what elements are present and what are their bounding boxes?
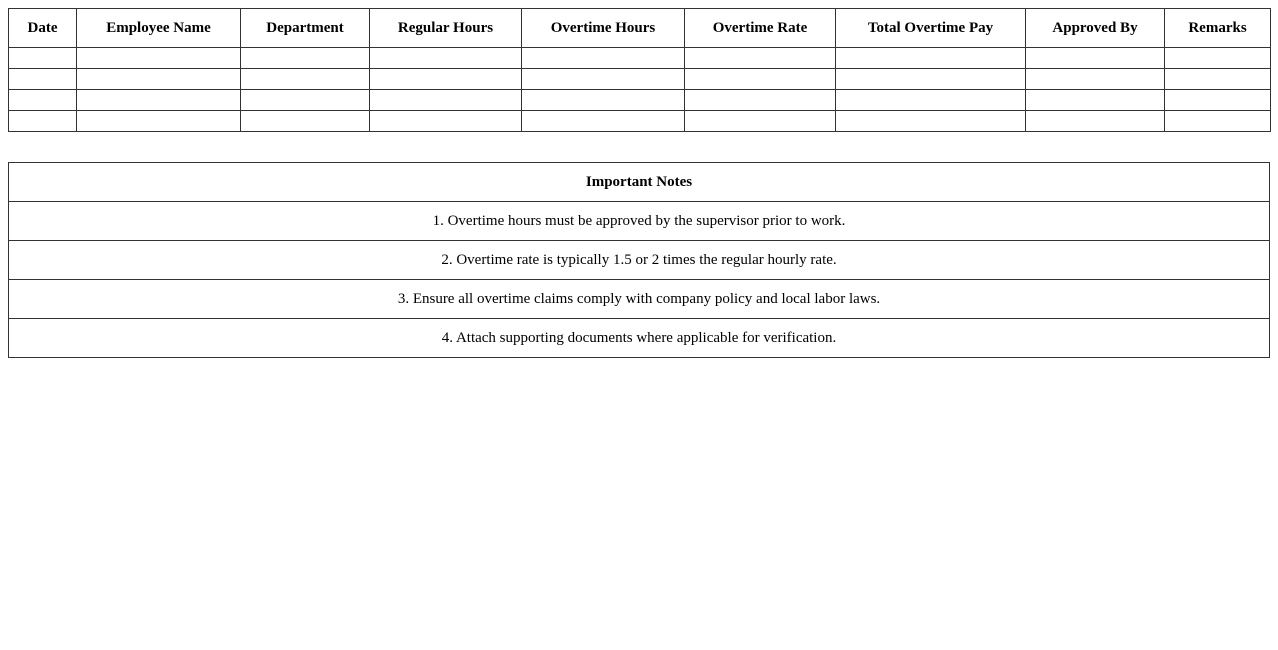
cell-remarks[interactable] bbox=[1165, 69, 1271, 90]
cell-department[interactable] bbox=[241, 48, 370, 69]
cell-date[interactable] bbox=[9, 90, 77, 111]
cell-department[interactable] bbox=[241, 69, 370, 90]
table-row bbox=[9, 69, 1271, 90]
cell-department[interactable] bbox=[241, 111, 370, 132]
cell-department[interactable] bbox=[241, 90, 370, 111]
cell-approved-by[interactable] bbox=[1026, 48, 1165, 69]
column-header-overtime-hours: Overtime Hours bbox=[522, 9, 685, 48]
important-notes-table bbox=[8, 162, 1270, 358]
cell-overtime-hours[interactable] bbox=[522, 69, 685, 90]
cell-overtime-rate[interactable] bbox=[685, 111, 836, 132]
note-item: 3. Ensure all overtime claims comply with company policy and local labor laws. bbox=[9, 280, 1270, 319]
note-row bbox=[9, 280, 1270, 319]
cell-remarks[interactable] bbox=[1165, 90, 1271, 111]
column-header-department: Department bbox=[241, 9, 370, 48]
note-item: 1. Overtime hours must be approved by the supervisor prior to work. bbox=[9, 202, 1270, 241]
cell-approved-by[interactable] bbox=[1026, 90, 1165, 111]
table-row bbox=[9, 111, 1271, 132]
table-row bbox=[9, 90, 1271, 111]
cell-remarks[interactable] bbox=[1165, 111, 1271, 132]
column-header-date: Date bbox=[9, 9, 77, 48]
cell-regular-hours[interactable] bbox=[370, 111, 522, 132]
column-header-regular-hours: Regular Hours bbox=[370, 9, 522, 48]
column-header-total-overtime-pay: Total Overtime Pay bbox=[836, 9, 1026, 48]
column-header-approved-by: Approved By bbox=[1026, 9, 1165, 48]
cell-employee-name[interactable] bbox=[77, 111, 241, 132]
note-row bbox=[9, 319, 1270, 358]
cell-remarks[interactable] bbox=[1165, 48, 1271, 69]
overtime-timesheet-table bbox=[8, 8, 1271, 132]
cell-date[interactable] bbox=[9, 48, 77, 69]
cell-regular-hours[interactable] bbox=[370, 90, 522, 111]
cell-overtime-hours[interactable] bbox=[522, 48, 685, 69]
cell-regular-hours[interactable] bbox=[370, 69, 522, 90]
cell-approved-by[interactable] bbox=[1026, 111, 1165, 132]
cell-overtime-rate[interactable] bbox=[685, 69, 836, 90]
cell-date[interactable] bbox=[9, 69, 77, 90]
notes-header-row bbox=[9, 163, 1270, 202]
cell-date[interactable] bbox=[9, 111, 77, 132]
cell-overtime-rate[interactable] bbox=[685, 90, 836, 111]
cell-employee-name[interactable] bbox=[77, 90, 241, 111]
cell-regular-hours[interactable] bbox=[370, 48, 522, 69]
cell-overtime-rate[interactable] bbox=[685, 48, 836, 69]
cell-overtime-hours[interactable] bbox=[522, 111, 685, 132]
note-row bbox=[9, 202, 1270, 241]
note-item: 2. Overtime rate is typically 1.5 or 2 times the regular hourly rate. bbox=[9, 241, 1270, 280]
cell-total-overtime-pay[interactable] bbox=[836, 48, 1026, 69]
cell-employee-name[interactable] bbox=[77, 48, 241, 69]
cell-overtime-hours[interactable] bbox=[522, 90, 685, 111]
cell-total-overtime-pay[interactable] bbox=[836, 90, 1026, 111]
note-row bbox=[9, 241, 1270, 280]
notes-title: Important Notes bbox=[9, 163, 1270, 202]
cell-employee-name[interactable] bbox=[77, 69, 241, 90]
column-header-overtime-rate: Overtime Rate bbox=[685, 9, 836, 48]
column-header-remarks: Remarks bbox=[1165, 9, 1271, 48]
cell-approved-by[interactable] bbox=[1026, 69, 1165, 90]
cell-total-overtime-pay[interactable] bbox=[836, 111, 1026, 132]
cell-total-overtime-pay[interactable] bbox=[836, 69, 1026, 90]
table-header-row bbox=[9, 9, 1271, 48]
table-row bbox=[9, 48, 1271, 69]
column-header-employee-name: Employee Name bbox=[77, 9, 241, 48]
note-item: 4. Attach supporting documents where applicable for verification. bbox=[9, 319, 1270, 358]
